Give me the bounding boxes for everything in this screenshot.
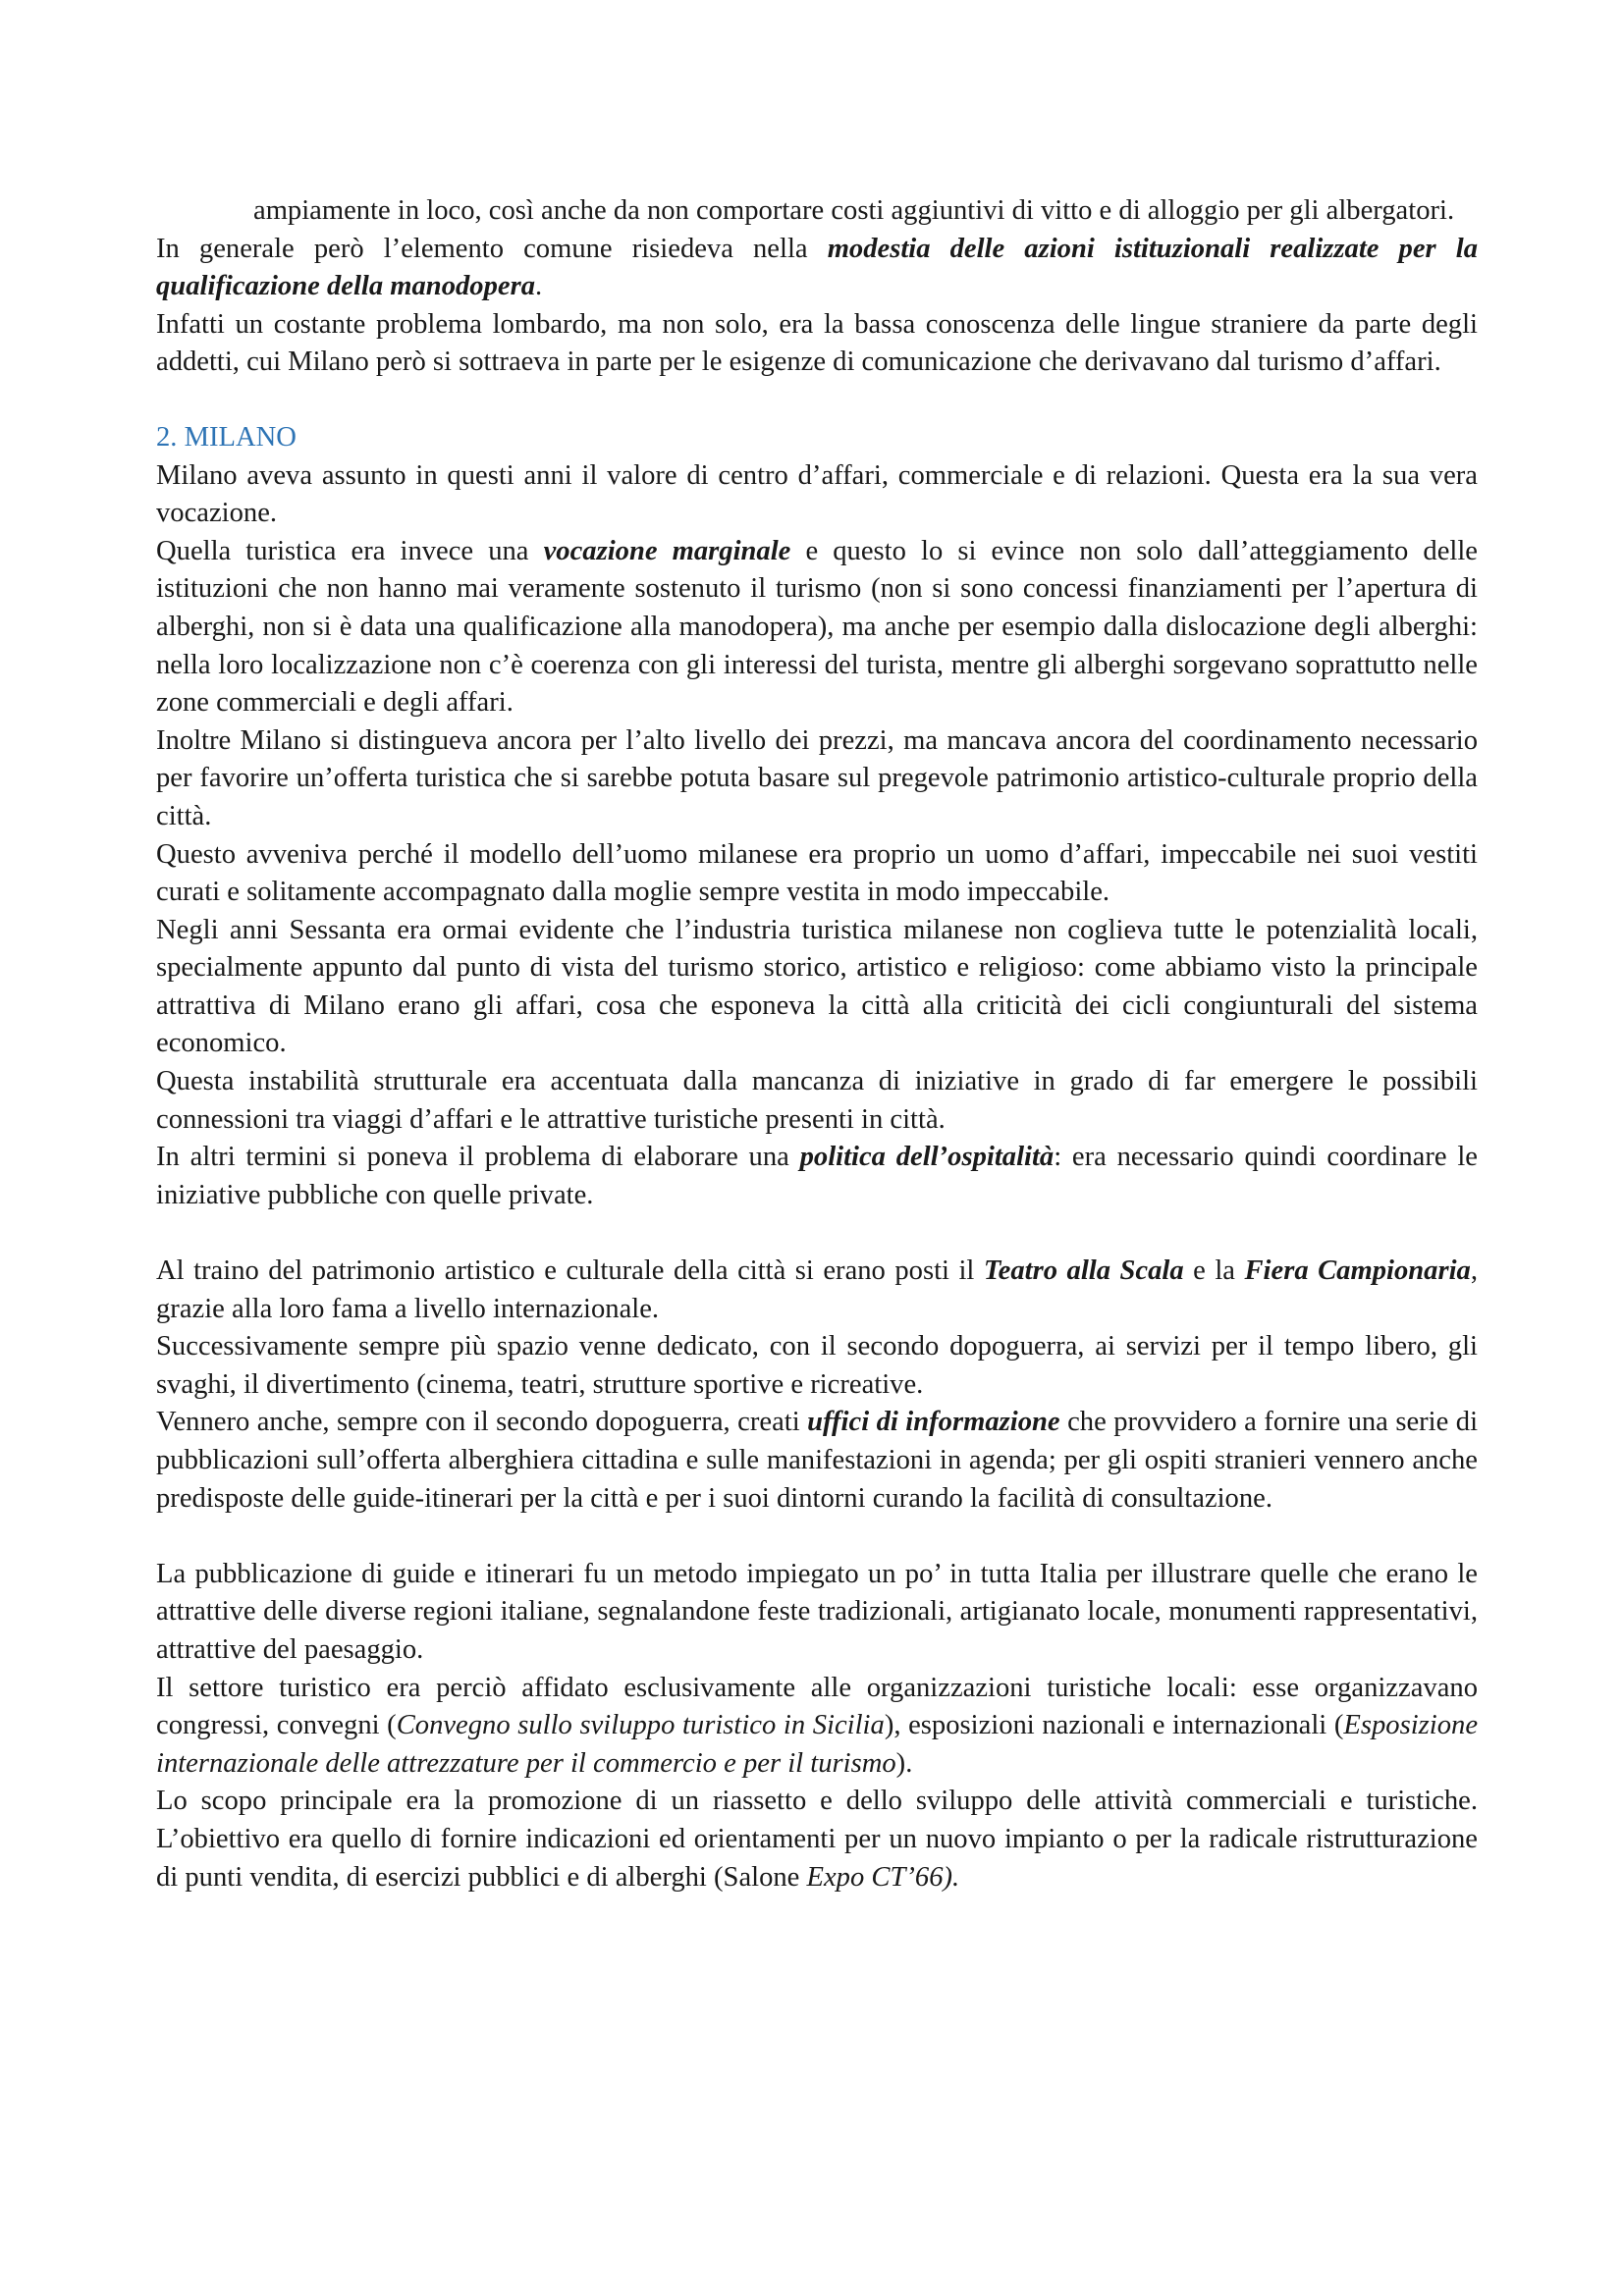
emphasis: uffici di informazione	[807, 1407, 1060, 1438]
emphasis: Convegno sullo sviluppo turistico in Sicilia	[396, 1710, 885, 1741]
paragraph: In generale però l’elemento comune risiedeva nella modestia delle azioni istituzionali realizzate per la qualificazione della manodopera.	[156, 233, 1478, 302]
paragraph: Negli anni Sessanta era ormai evidente che l’industria turistica milanese non coglieva tutte le potenzialità locali, specialmente appunto dal punto di vista del turismo storico, artistico e religioso: come abbiamo visto la principale attrattiva di Milano erano gli affari, cosa che esponeva la città alla criticità dei cicli congiunturali del sistema economico.	[156, 914, 1478, 1059]
emphasis: vocazione marginale	[543, 535, 791, 566]
paragraph: In altri termini si poneva il problema di elaborare una politica dell’ospitalità: era necessario quindi coordinare le iniziative pubbliche con quelle private.	[156, 1142, 1478, 1210]
section-heading: 2. MILANO	[156, 421, 297, 453]
paragraph: Inoltre Milano si distingueva ancora per l’alto livello dei prezzi, ma mancava ancora del coordinamento necessario per favorire un’offerta turistica che si sarebbe potuta basare sul pregevole patrimonio artistico-culturale proprio della città.	[156, 724, 1478, 831]
emphasis: modestia delle azioni istituzionali realizzate per la qualificazione della manodopera	[156, 233, 1478, 302]
paragraph: Al traino del patrimonio artistico e culturale della città si erano posti il Teatro alla Scala e la Fiera Campionaria, grazie alla loro fama a livello internazionale.	[156, 1255, 1478, 1324]
emphasis: Esposizione internazionale delle attrezzature per il commercio e per il turismo	[156, 1710, 1479, 1779]
paragraph: Il settore turistico era perciò affidato esclusivamente alle organizzazioni turistiche locali: esse organizzavano congressi, convegni (Convegno sullo sviluppo turistico in Sicilia), esposizioni nazionali e internazionali (Esposizione internazionale delle attrezzature per il commercio e per il turismo).	[156, 1672, 1479, 1779]
paragraph: La pubblicazione di guide e itinerari fu un metodo impiegato un po’ in tutta Italia per illustrare quelle che erano le attrattive delle diverse regioni italiane, segnalandone feste tradizionali, artigianato locale, monumenti rappresentativi, attrattive del paesaggio.	[156, 1558, 1478, 1665]
emphasis: Fiera Campionaria	[1244, 1255, 1471, 1287]
paragraph: Infatti un costante problema lombardo, ma non solo, era la bassa conoscenza delle lingue straniere da parte degli addetti, cui Milano però si sottraeva in parte per le esigenze di comunicazione che derivavano dal turismo d’affari.	[156, 308, 1478, 378]
emphasis: Teatro alla Scala	[983, 1255, 1184, 1287]
paragraph: Quella turistica era invece una vocazione marginale e questo lo si evince non solo dall’atteggiamento delle istituzioni che non hanno mai veramente sostenuto il turismo (non si sono concessi finanziamenti per l’apertura di alberghi, non si è data una qualificazione alla manodopera), ma anche per esempio dalla dislocazione degli alberghi: nella loro localizzazione non c’è coerenza con gli interessi del turista, mentre gli alberghi sorgevano soprattutto nelle zone commerciali e degli affari.	[156, 535, 1478, 719]
paragraph-continuation: ampiamente in loco, così anche da non comportare costi aggiuntivi di vitto e di alloggio per gli albergatori.	[253, 195, 1455, 226]
paragraph: Successivamente sempre più spazio venne dedicato, con il secondo dopoguerra, ai servizi per il tempo libero, gli svaghi, il divertimento (cinema, teatri, strutture sportive e ricreative.	[156, 1331, 1478, 1400]
paragraph: Vennero anche, sempre con il secondo dopoguerra, creati uffici di informazione che provvidero a fornire una serie di pubblicazioni sull’offerta alberghiera cittadina e sulle manifestazioni in agenda; per gli ospiti stranieri vennero anche predisposte delle guide-itinerari per la città e per i suoi dintorni curando la facilità di consultazione.	[156, 1407, 1479, 1514]
paragraph: Questo avveniva perché il modello dell’uomo milanese era proprio un uomo d’affari, impeccabile nei suoi vestiti curati e solitamente accompagnato dalla moglie sempre vestita in modo impeccabile.	[156, 838, 1478, 908]
emphasis: politica dell’ospitalità	[799, 1142, 1055, 1173]
paragraph: Questa instabilità strutturale era accentuata dalla mancanza di iniziative in grado di far emergere le possibili connessioni tra viaggi d’affari e le attrattive turistiche presenti in città.	[156, 1066, 1478, 1135]
emphasis: Expo CT’66).	[806, 1861, 960, 1893]
paragraph: Lo scopo principale era la promozione di un riassetto e dello sviluppo delle attività commerciali e turistiche. L’obiettivo era quello di fornire indicazioni ed orientamenti per un nuovo impianto o per la radicale ristrutturazione di punti vendita, di esercizi pubblici e di alberghi (Salone Expo CT’66).	[156, 1786, 1478, 1893]
document-body	[156, 192, 1478, 1896]
paragraph: Milano aveva assunto in questi anni il valore di centro d’affari, commerciale e di relazioni. Questa era la sua vera vocazione.	[156, 459, 1478, 529]
